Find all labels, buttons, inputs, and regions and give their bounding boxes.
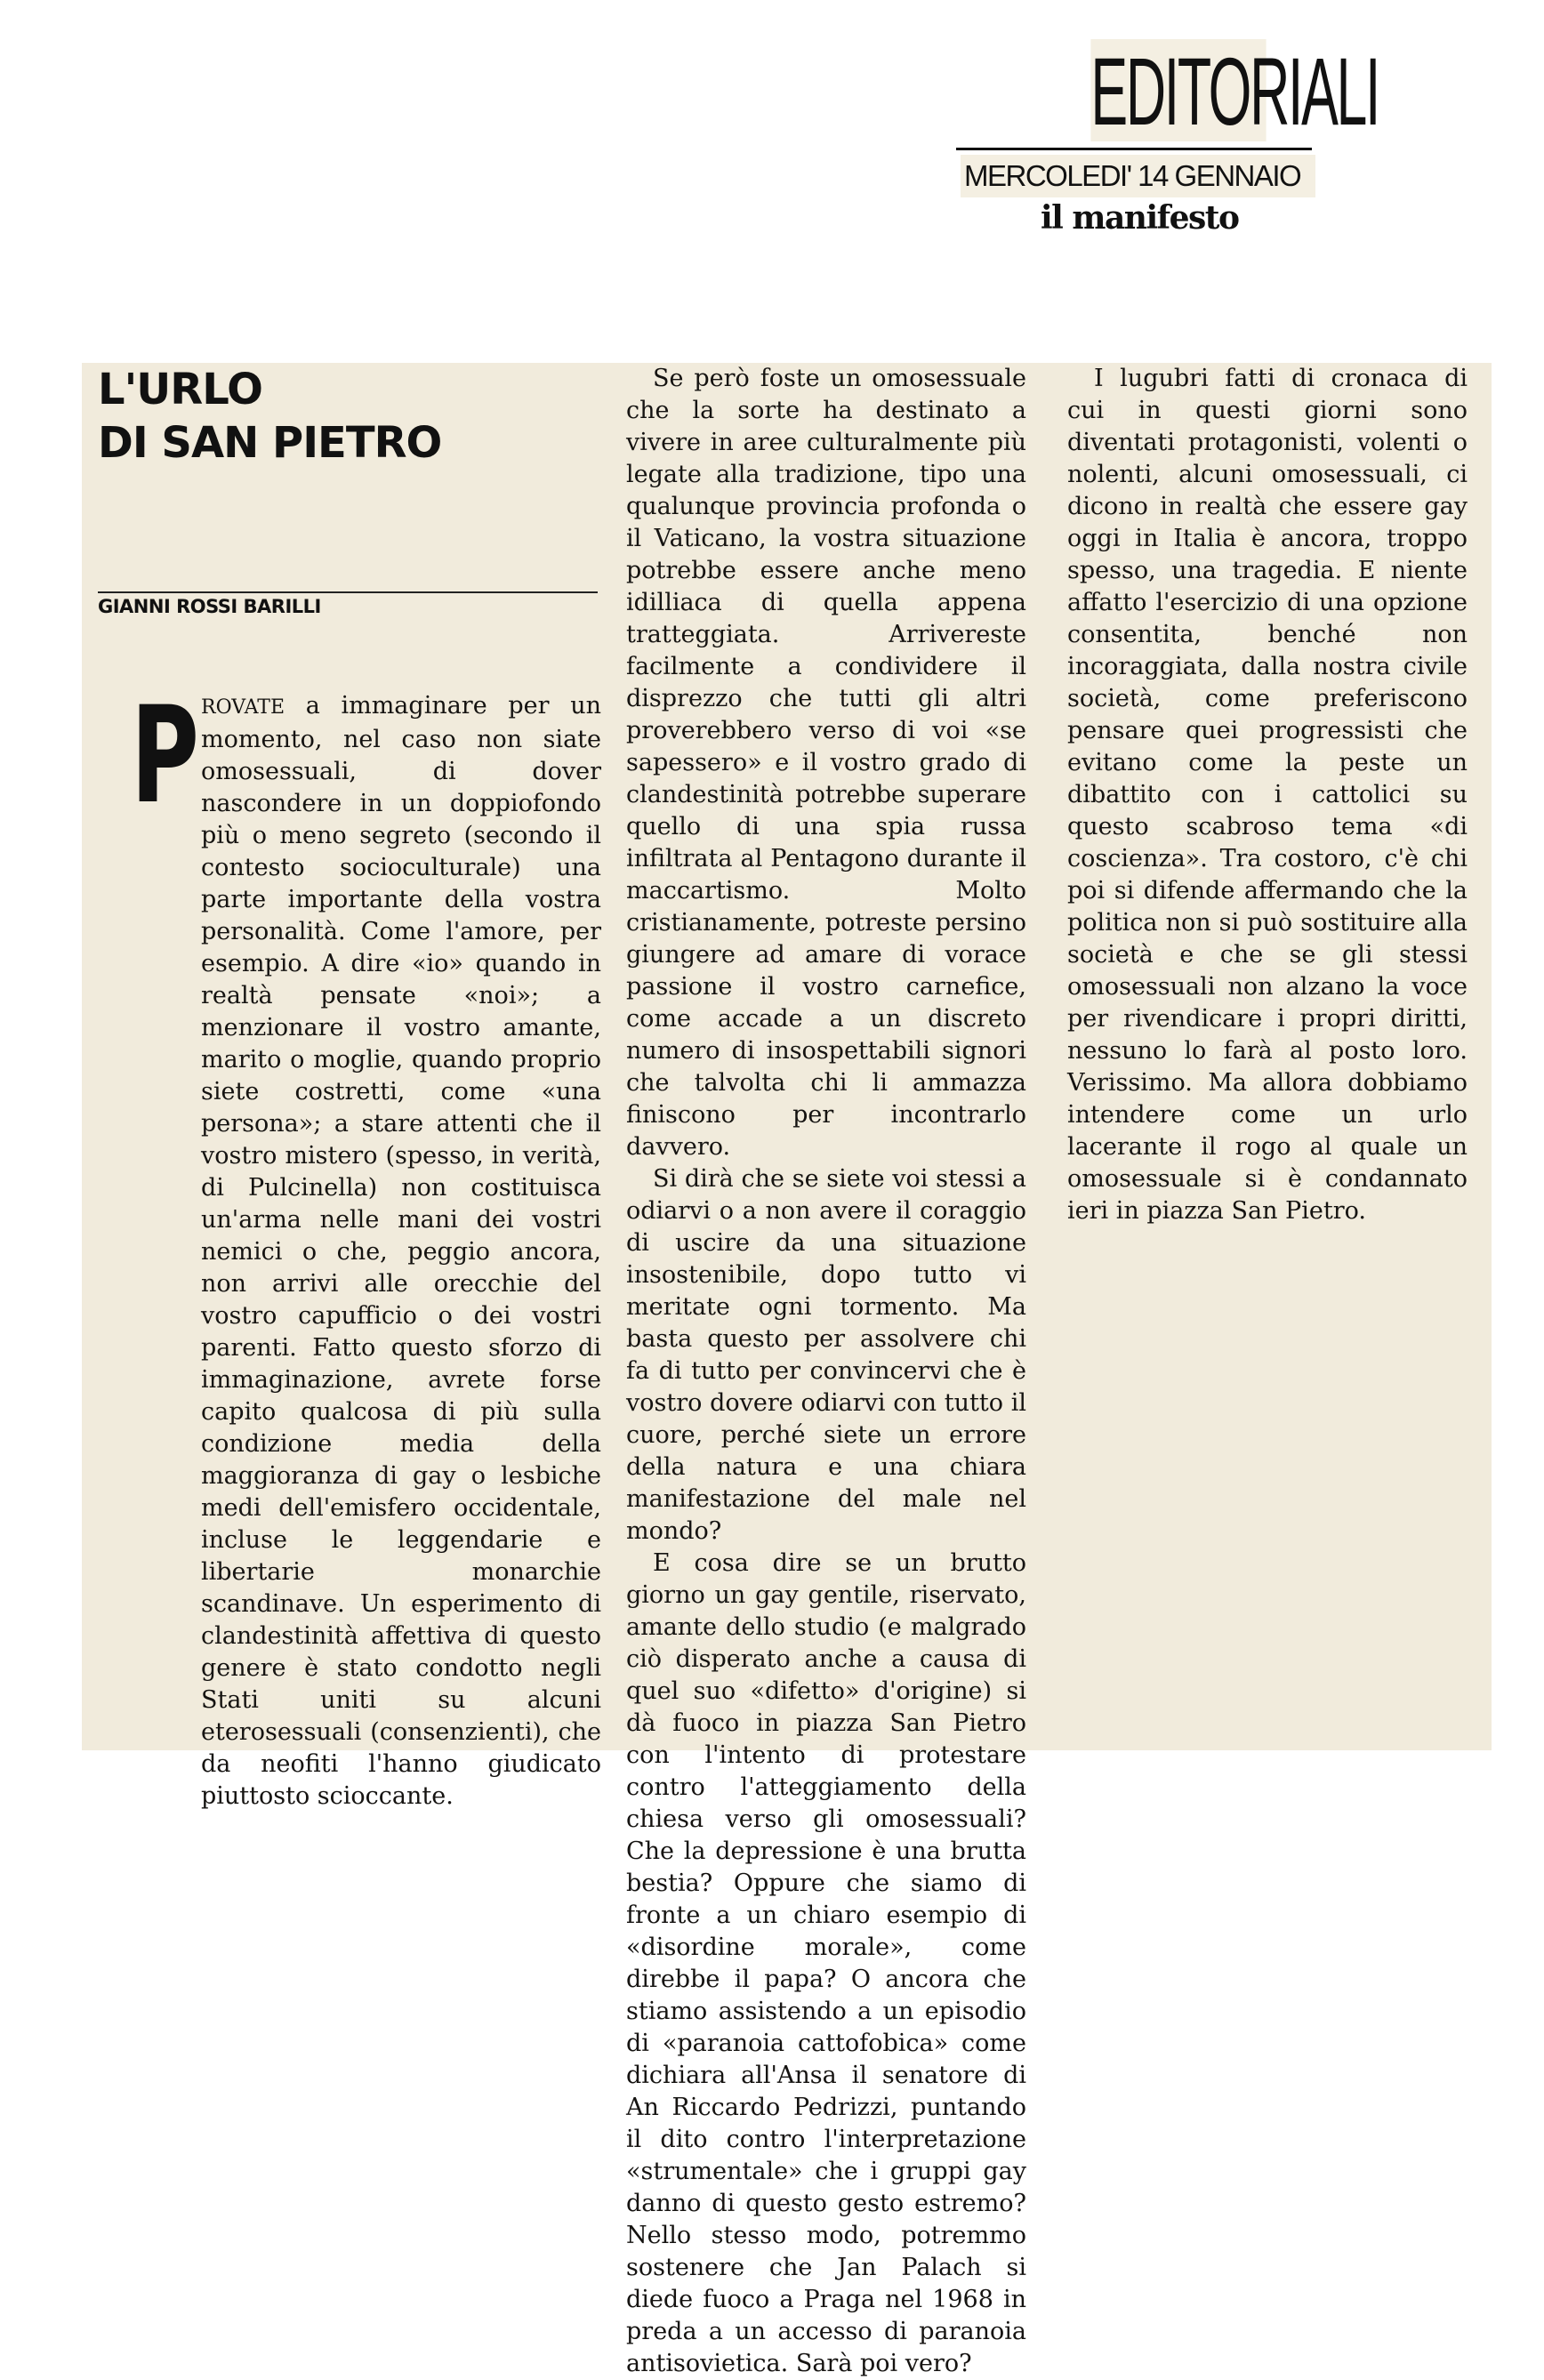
- article-clipping: [82, 363, 1492, 2377]
- headline-line-2: DI SAN PIETRO: [98, 418, 442, 468]
- article-column-2: [626, 363, 1026, 2380]
- byline: GIANNI ROSSI BARILLI: [98, 596, 321, 617]
- article-column-3: [1067, 363, 1468, 1227]
- paragraph-1: [201, 690, 601, 1813]
- byline-rule: [98, 591, 598, 593]
- masthead-rule: [956, 148, 1312, 150]
- headline-line-1: L'URLO: [98, 365, 262, 414]
- newspaper-name: il manifesto: [1041, 199, 1239, 237]
- paragraph-1-text: a immaginare per un momento, nel caso non siate omosessuali, di dover nascondere in un doppiofondo più o meno segreto (secondo il contesto socioculturale) una parte importante della vostra personalità. Come l'amore, per esempio. A dire «io» quando in realtà pensate «noi»; a menzionare il vostro amante, marito o moglie, quando proprio siete costretti, come «una persona»; a stare attenti che il vostro mistero (spesso, in verità, di Pulcinella) non costituisca un'arma nelle mani dei vostri nemici o che, peggio ancora, non arrivi alle orecchie del vostro capufficio o dei vostri parenti. Fatto questo sforzo di immaginazione, avrete forse capito qualcosa di più sulla condizione media della maggioranza di gay o lesbiche medi dell'emisfero occidentale, incluse le leggendarie e libertarie monarchie scandinave. Un esperimento di clandestinità affettiva di questo genere è stato condotto negli Stati uniti su alcuni eterosessuali (consenzienti), che da neofiti l'hanno giudicato piuttosto scioccante.: [201, 692, 601, 1810]
- issue-date: MERCOLEDI' 14 GENNAIO: [961, 155, 1315, 197]
- paragraph-3: Si dirà che se siete voi stessi a odiarvi o a non avere il coraggio di uscire da una situazione insostenibile, dopo tutto vi meritate ogni tormento. Ma basta questo per assolvere chi fa di tutto per convincervi che è vostro dovere odiarvi con tutto il cuore, perché siete un errore della natura e una chiara manifestazione del male nel mondo?: [626, 1165, 1026, 1545]
- drop-cap: P: [131, 679, 199, 833]
- lead-in: ROVATE: [201, 696, 285, 719]
- article-column-1: [201, 690, 601, 1813]
- section-title: EDITORIALI: [1090, 37, 1379, 145]
- paragraph-2: Se però foste un omosessuale che la sorte ha destinato a vivere in aree culturalmente più legate alla tradizione, tipo una qualunque provincia profonda o il Vaticano, la vostra situazione potrebbe essere anche meno idilliaca di quella appena tratteggiata. Arrivereste facilmente a condividere il disprezzo che tutti gli altri proverebbero verso di voi «se sapessero» e il vostro grado di clandestinità potrebbe superare quello di una spia russa infiltrata al Pentagono durante il maccartismo. Molto cristianamente, potreste persino giungere ad amare di vorace passione il vostro carnefice, come accade a un discreto numero di insospettabili signori che talvolta chi li ammazza finiscono per incontrarlo davvero.: [626, 365, 1026, 1161]
- paragraph-5: I lugubri fatti di cronaca di cui in questi giorni sono diventati protagonisti, volenti o nolenti, alcuni omosessuali, ci dicono in realtà che essere gay oggi in Italia è ancora, troppo spesso, una tragedia. E niente affatto l'esercizio di una opzione consentita, benché non incoraggiata, dalla nostra civile società, come preferiscono pensare quei progressisti che evitano come la peste un dibattito con i cattolici su questo scabroso tema «di coscienza». Tra costoro, c'è chi poi si difende affermando che la politica non si può sostituire alla società e che se gli stessi omosessuali non alzano la voce per rivendicare i propri diritti, nessuno lo farà al posto loro. Verissimo. Ma allora dobbiamo intendere come un urlo lacerante il rogo al quale un omosessuale si è condannato ieri in piazza San Pietro.: [1067, 365, 1468, 1225]
- paragraph-4: E cosa dire se un brutto giorno un gay gentile, riservato, amante dello studio (e malgrado ciò disperato anche a causa di quel suo «difetto» d'origine) si dà fuoco in piazza San Pietro con l'intento di protestare contro l'atteggiamento della chiesa verso gli omosessuali? Che la depressione è una brutta bestia? Oppure che siamo di fronte a un chiaro esempio di «disordine morale», come direbbe il papa? O ancora che stiamo assistendo a un episodio di «paranoia cattofobica» come dichiara all'Ansa il senatore di An Riccardo Pedrizzi, puntando il dito contro l'interpretazione «strumentale» che i gruppi gay danno di questo gesto estremo? Nello stesso modo, potremmo sostenere che Jan Palach si diede fuoco a Praga nel 1968 in preda a un accesso di paranoia antisovietica. Sarà poi vero?: [626, 1549, 1026, 2377]
- headline: [98, 363, 441, 470]
